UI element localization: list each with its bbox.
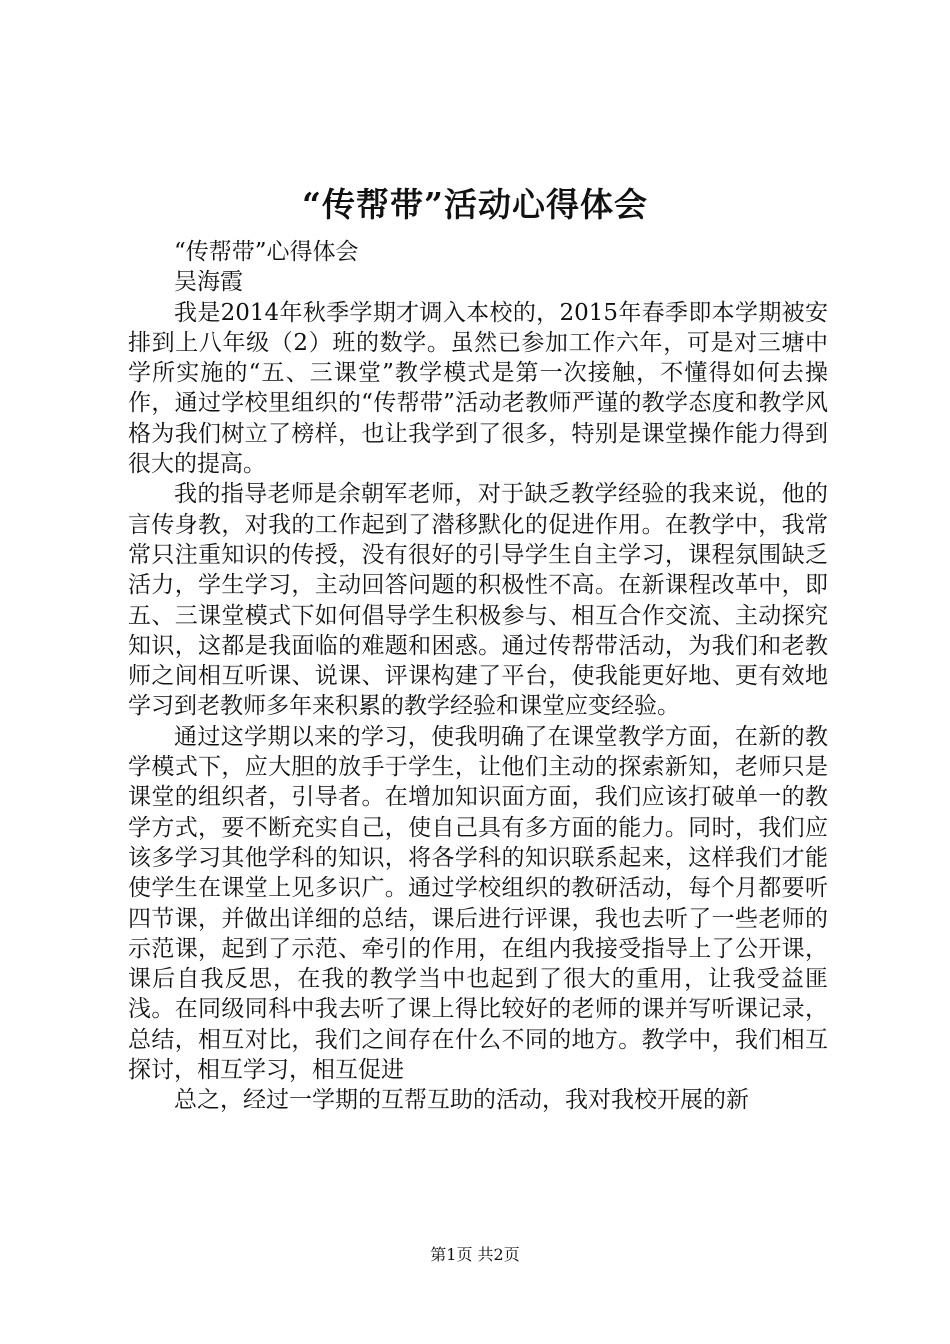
- document-body: [128, 237, 828, 1116]
- paragraph-1: 我是2014年秋季学期才调入本校的，2015年春季即本学期被安排到上八年级（2）班的数学。虽然已参加工作六年，可是对三塘中学所实施的“五、三课堂”教学模式是第一次接触，不懂得如何去操作，通过学校里组织的“传帮带”活动老教师严谨的教学态度和教学风格为我们树立了榜样，也让我学到了很多，特别是课堂操作能力得到很大的提高。: [128, 299, 828, 478]
- page-number-footer: 第1页 共2页: [430, 1245, 520, 1264]
- paragraph-3: 通过这学期以来的学习，使我明确了在课堂教学方面，在新的教学模式下，应大胆的放手于学生，让他们主动的探索新知，老师只是课堂的组织者，引导者。在增加知识面方面，我们应该打破单一的教学方式，要不断充实自己，使自己具有多方面的能力。同时，我们应该多学习其他学科的知识，将各学科的知识联系起来，这样我们才能使学生在课堂上见多识广。通过学校组织的教研活动，每个月都要听四节课，并做出详细的总结，课后进行评课，我也去听了一些老师的示范课，起到了示范、牵引的作用，在组内我接受指导上了公开课，课后自我反思，在我的教学当中也起到了很大的重用，让我受益匪浅。在同级同科中我去听了课上得比较好的老师的课并写听课记录，总结，相互对比，我们之间存在什么不同的地方。教学中，我们相互探讨，相互学习，相互促进: [128, 723, 828, 1084]
- author-line: 吴海霞: [174, 269, 243, 296]
- document-title: “传帮带”活动心得体会: [302, 185, 648, 224]
- paragraph-4: 总之，经过一学期的互帮互助的活动，我对我校开展的新: [174, 1087, 749, 1114]
- subtitle-line: “传帮带”心得体会: [174, 239, 359, 265]
- paragraph-2: 我的指导老师是余朝军老师，对于缺乏教学经验的我来说，他的言传身教，对我的工作起到了潜移默化的促进作用。在教学中，我常常只注重知识的传授，没有很好的引导学生自主学习，课程氛围缺乏活力，学生学习，主动回答问题的积极性不高。在新课程改革中，即五、三课堂模式下如何倡导学生积极参与、相互合作交流、主动探究知识，这都是我面临的难题和困惑。通过传帮带活动，为我们和老教师之间相互听课、说课、评课构建了平台，使我能更好地、更有效地学习到老教师多年来积累的教学经验和课堂应变经验。: [128, 481, 828, 720]
